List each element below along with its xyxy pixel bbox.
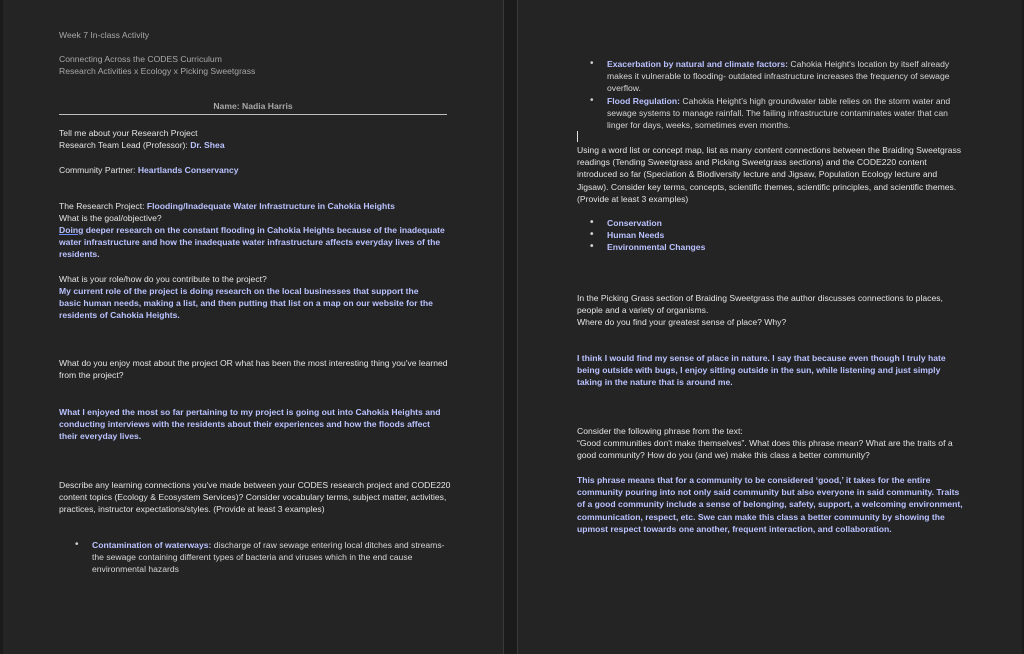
community-partner-value: Heartlands Conservancy xyxy=(137,165,239,175)
place-prompt-line-2: Where do you find your greatest sense of place? Why? xyxy=(577,317,787,327)
word-list xyxy=(590,217,950,254)
place-answer[interactable]: I think I would find my sense of place in nature. I say that because even though I truly hate being outside with bugs, I enjoy sitting outside in the sun, while listening and just simply taking in the nature that is around me. xyxy=(577,353,946,388)
prompt-tell-project: Tell me about your Research Project xyxy=(59,128,198,138)
phrase-answer[interactable]: This phrase means that for a community to be considered ‘good,’ it takes for the entire community pouring into not only said community but also everyone in said community. Traits of a good community include a sense of belonging, safety, support, a welcoming environment, communication, respect, etc. Swe can make this class a better community by showing the upmost respect towards one another, frequent interaction, and collaboration. xyxy=(577,475,963,534)
text-cursor xyxy=(577,131,578,142)
document-page-left[interactable] xyxy=(3,0,504,654)
goal-answer-first-word: Doing xyxy=(59,225,84,235)
bullet-label: Contamination of waterways: xyxy=(92,540,212,550)
list-item[interactable] xyxy=(590,95,962,132)
research-lead xyxy=(59,139,459,151)
student-name: Name: Nadia Harris xyxy=(59,100,447,115)
bullet-label: Exacerbation by natural and climate factors: xyxy=(607,59,789,69)
activity-title: Week 7 In-class Activity xyxy=(59,30,150,40)
wordlist-prompt: Using a word list or concept map, list as many content connections between the Braiding Sweetgrass readings (Tending Sweetgrass and Picking Sweetgrass sections) and the CODE220 content introduced so far (Speciation & Biodiversity lecture and Jigsaw, Population Ecology lecture and Jigsaw). Consider key terms, concepts, scientific themes, scientific principles, and scientific themes. (Provide at least 3 examples) xyxy=(577,145,962,204)
document-page-right[interactable] xyxy=(517,0,1022,654)
bullet-text: discharge of raw sewage entering local ditches and streams- the sewage containing different types of bacteria and viruses which in the end cause environmental hazards xyxy=(92,540,445,575)
bullet-text: Cahokia Height's high groundwater table relies on the storm water and sewage systems to manage rainfall. The failing infrastructure contaminates water that can linger for days, weeks, sometimes even months. xyxy=(607,95,951,131)
list-item[interactable]: • Human Needs xyxy=(590,229,950,241)
goal-question: What is the goal/objective? xyxy=(59,213,162,223)
list-item[interactable] xyxy=(590,58,962,95)
connections-list xyxy=(75,539,447,576)
research-lead-value: Dr. Shea xyxy=(190,140,225,150)
enjoy-question: What do you enjoy most about the project OR what has been the most interesting thing you've learned from the project? xyxy=(59,358,448,381)
research-project-value: Flooding/Inadequate Water Infrastructure in Cahokia Heights xyxy=(146,201,395,211)
list-item[interactable] xyxy=(75,539,447,576)
place-prompt-line-1: In the Picking Grass section of Braiding Sweetgrass the author discusses connections to places, people and a variety of organisms. xyxy=(577,293,943,316)
list-item[interactable]: • Conservation xyxy=(590,217,950,229)
bullet-text: Cahokia Height's location by itself already makes it vulnerable to flooding- outdated infrastructure increases the frequency of sewage overflow. xyxy=(607,59,950,94)
connections-list-continued xyxy=(590,58,962,131)
enjoy-answer[interactable]: What I enjoyed the most so far pertaining to my project is going out into Cahokia Heights and conducting interviews with the residents about their experiences and how the floods affect their everyday lives. xyxy=(59,407,441,442)
subtitle-line-1: Connecting Across the CODES Curriculum xyxy=(59,54,222,64)
community-partner xyxy=(59,164,459,176)
role-question: What is your role/how do you contribute to the project? xyxy=(59,274,267,284)
research-project xyxy=(59,200,459,212)
community-partner-label: Community Partner: xyxy=(59,165,138,175)
bullet-label: Flood Regulation: xyxy=(607,95,681,106)
research-lead-label: Research Team Lead (Professor): xyxy=(59,140,191,150)
phrase-prompt-line-1: Consider the following phrase from the text: xyxy=(577,426,743,436)
goal-answer-rest: deeper research on the constant flooding in Cahokia Heights because of the inadequate water infrastructure and how the inadequate water infrastructure affects everyday lives of the residents. xyxy=(59,225,445,260)
research-project-label: The Research Project: xyxy=(59,201,147,211)
list-item[interactable]: • Environmental Changes xyxy=(590,241,950,253)
connections-question: Describe any learning connections you've made between your CODES research project and CODE220 content topics (Ecology & Ecosystem Services)? Consider vocabulary terms, subject matter, activities, practices, instructor expectations/styles. (Provide at least 3 examples) xyxy=(59,480,451,515)
goal-answer[interactable] xyxy=(59,224,445,261)
phrase-prompt-line-2: “Good communities don't make themselves”. What does this phrase mean? What are the traits of a good community? How do you (and we) make this class a better community? xyxy=(577,438,953,461)
role-answer[interactable]: My current role of the project is doing research on the local businesses that support the basic human needs, making a list, and then putting that list on a map on our website for the residents of Cahokia Heights. xyxy=(59,286,433,321)
subtitle-line-2: Research Activities x Ecology x Picking Sweetgrass xyxy=(59,66,256,76)
